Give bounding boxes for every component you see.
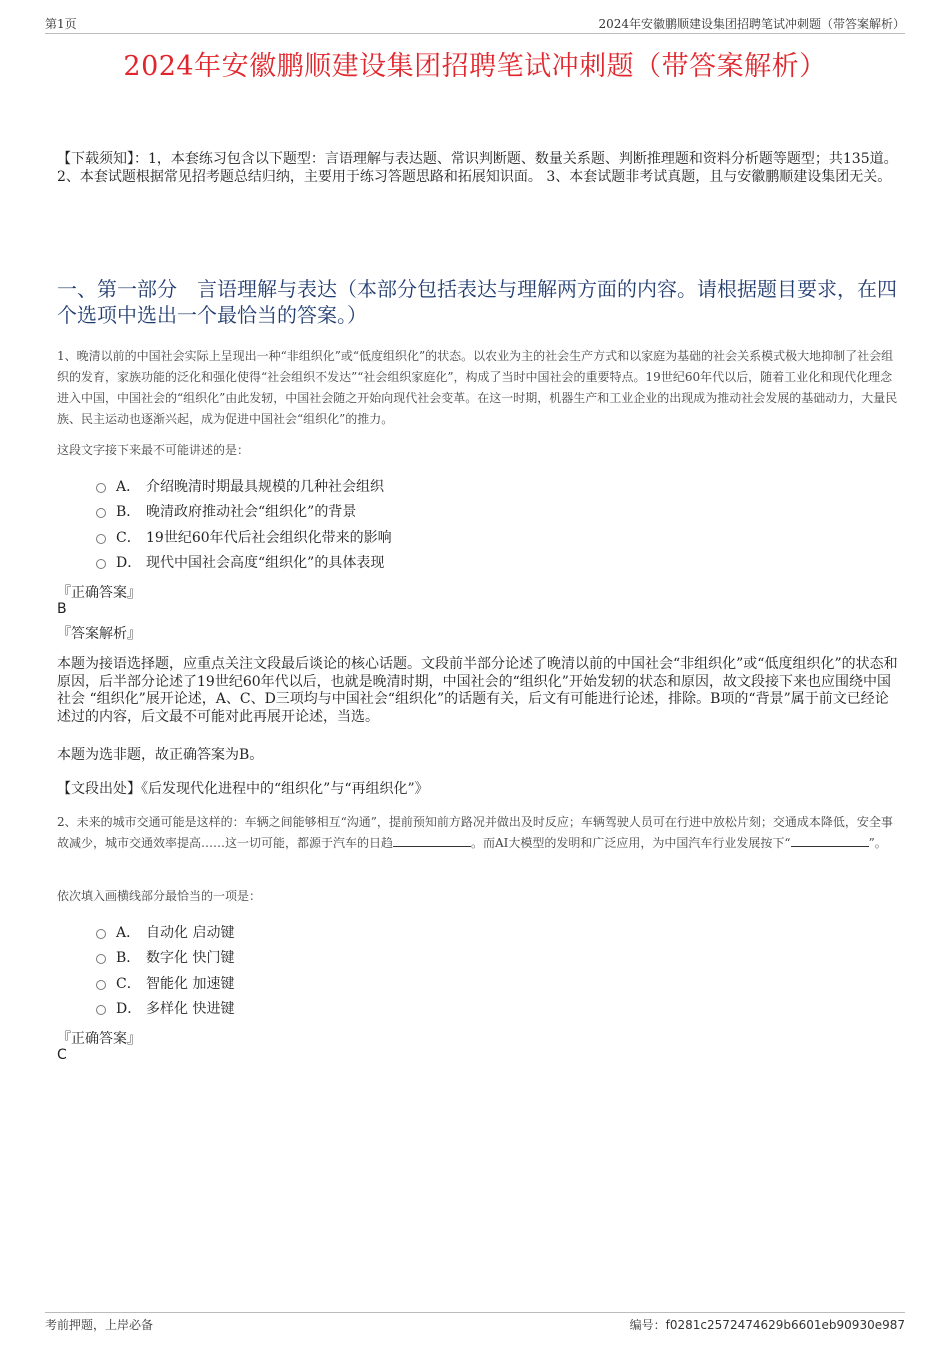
q1-options (96, 473, 392, 575)
fill-blank[interactable] (393, 836, 471, 847)
q2-answer: C (57, 1047, 67, 1063)
q1-stem: 这段文字接下来最不可能讲述的是： (57, 443, 250, 457)
q2-answer-label: 『正确答案』 (57, 1031, 141, 1047)
radio-icon[interactable] (96, 980, 106, 990)
q1-conclusion: 本题为选非题，故正确答案为B。 (57, 747, 264, 763)
footer-doc-id: 编号：f0281c2572474629b6601eb90930e987 (629, 1318, 905, 1332)
q1-source: 【文段出处】《后发现代化进程中的“组织化”与“再组织化”》 (57, 781, 429, 797)
radio-icon[interactable] (96, 929, 106, 939)
fill-blank[interactable] (791, 836, 869, 847)
page-number: 第1页 (45, 17, 77, 31)
q2-option-b[interactable]: B． 数字化 快门键 (96, 945, 234, 971)
q1-analysis: 本题为接语选择题，应重点关注文段最后谈论的核心话题。文段前半部分论述了晚清以前的中国社会“非组织化”或“低度组织化”的状态和原因，后半部分论述了19世纪60年代以后，也就是晚清时期，中国社会的“组织化”开始发轫的状态和原因，故文段接下来也应围绕中国社会 “组织化”展开论述，A、C、D三项均与中国社会“组织化”的话题有关，后文有可能进行论述，排除。B项的“背景”属于前文已经论述过的内容，后文最不可能对此再展开论述，当选。 (57, 656, 898, 725)
q1-option-b[interactable]: B． 晚清政府推动社会“组织化”的背景 (96, 499, 392, 525)
radio-icon[interactable] (96, 559, 106, 569)
section-title: 一、第一部分 言语理解与表达（本部分包括表达与理解两方面的内容。请根据题目要求，在四个选项中选出一个最恰当的答案。） (57, 277, 897, 327)
download-notice: 【下载须知】：1，本套练习包含以下题型：言语理解与表达题、常识判断题、数量关系题、判断推理题和资料分析题等题型；共135道。 2、本套试题根据常见招考题总结归纳，主要用于练习答题思路和拓展知识面。 3、本套试题非考试真题，且与安徽鹏顺建设集团无关。 (57, 151, 898, 185)
page-header (45, 13, 905, 34)
q1-option-d[interactable]: D． 现代中国社会高度“组织化”的具体表现 (96, 550, 392, 576)
q1-option-a[interactable]: A． 介绍晚清时期最具规模的几种社会组织 (96, 473, 392, 499)
page-footer (45, 1312, 905, 1335)
radio-icon[interactable] (96, 954, 106, 964)
q1-analysis-label: 『答案解析』 (57, 626, 141, 642)
q1-passage: 1、晚清以前的中国社会实际上呈现出一种“非组织化”或“低度组织化”的状态。以农业为主的社会生产方式和以家庭为基础的社会关系模式极大地抑制了社会组织的发育，家族功能的泛化和强化使得“社会组织不发达”“社会组织家庭化”，构成了当时中国社会的重要特点。19世纪60年代以后，随着工业化和现代化理念进入中国，中国社会的“组织化”由此发轫，中国社会随之开始向现代社会变革。在这一时期，机器生产和工业企业的出现成为推动社会发展的基础动力，大量民族、民主运动也逐渐兴起，成为促进中国社会“组织化”的推力。 (57, 349, 898, 426)
radio-icon[interactable] (96, 508, 106, 518)
radio-icon[interactable] (96, 534, 106, 544)
q2-stem: 依次填入画横线部分最恰当的一项是： (57, 889, 262, 903)
q2-option-a[interactable]: A． 自动化 启动键 (96, 919, 234, 945)
q2-option-c[interactable]: C． 智能化 加速键 (96, 970, 234, 996)
header-doc-title: 2024年安徽鹏顺建设集团招聘笔试冲刺题（带答案解析） (598, 17, 905, 31)
radio-icon[interactable] (96, 1005, 106, 1015)
q2-options (96, 919, 234, 1021)
q1-answer-label: 『正确答案』 (57, 585, 141, 601)
q2-passage: 2、未来的城市交通可能是这样的：车辆之间能够相互“沟通”，提前预知前方路况并做出及时反应；车辆驾驶人员可在行进中放松片刻；交通成本降低，安全事故减少，城市交通效率提高……这一切可能，都源于汽车的日趋 。而AI大模型的发明和广泛应用，为中国汽车行业发展按下“ ”。 (57, 815, 893, 850)
q1-option-c[interactable]: C． 19世纪60年代后社会组织化带来的影响 (96, 524, 392, 550)
radio-icon[interactable] (96, 483, 106, 493)
q1-answer: B (57, 601, 67, 617)
q2-option-d[interactable]: D． 多样化 快进键 (96, 996, 234, 1022)
footer-slogan: 考前押题，上岸必备 (45, 1318, 154, 1332)
document-title: 2024年安徽鹏顺建设集团招聘笔试冲刺题（带答案解析） (123, 51, 827, 82)
